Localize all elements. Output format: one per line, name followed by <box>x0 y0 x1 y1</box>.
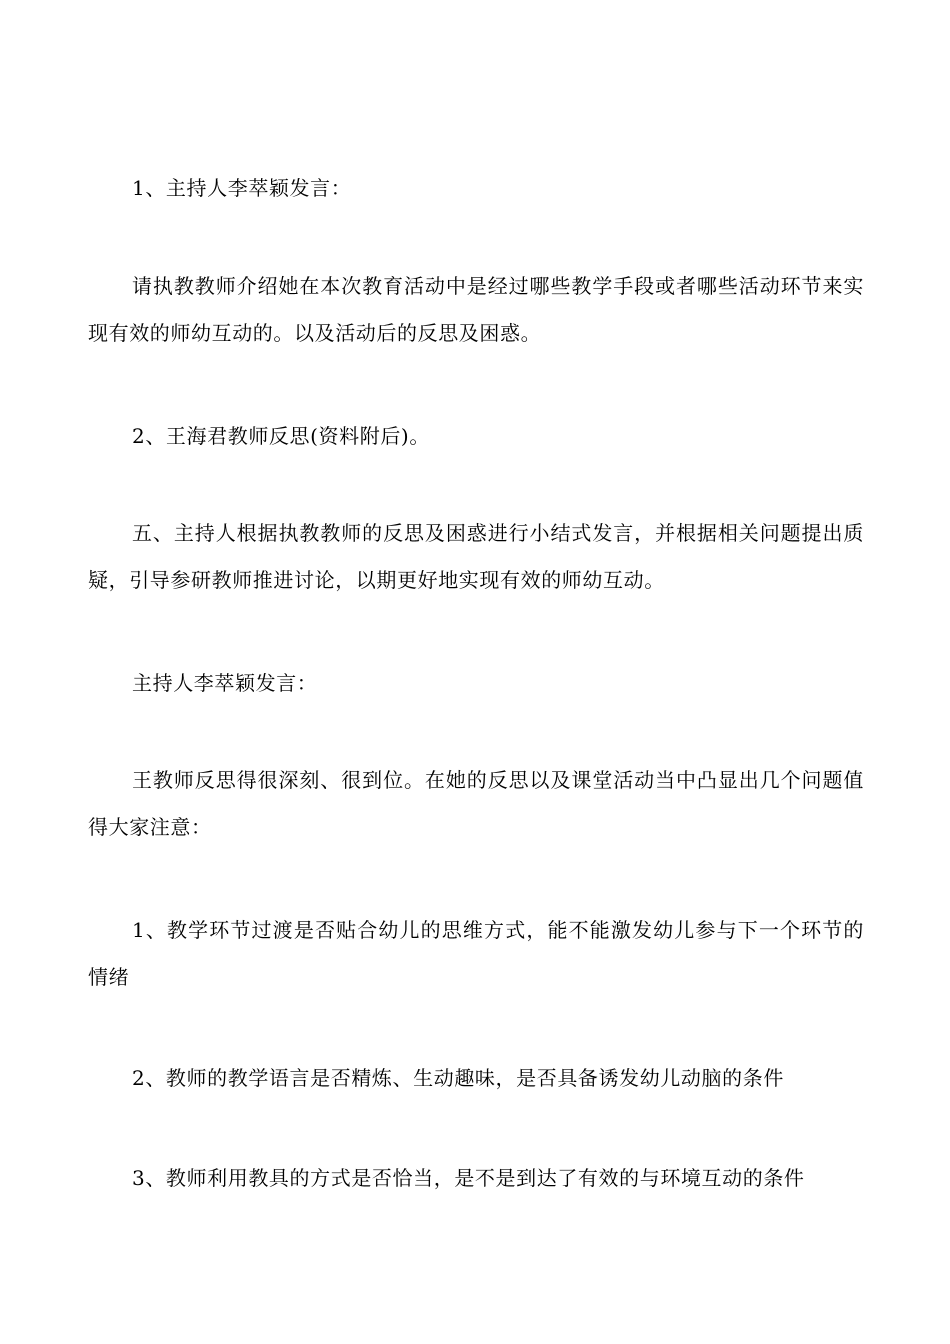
list-item-issue-1: 1、教学环节过渡是否贴合幼儿的思维方式，能不能激发幼儿参与下一个环节的情绪 <box>88 918 864 989</box>
paragraph-section-five: 五、主持人根据执教教师的反思及困惑进行小结式发言，并根据相关问题提出质疑，引导参研教师推进讨论，以期更好地实现有效的师幼互动。 <box>88 521 864 592</box>
paragraph-host-speech-2: 主持人李萃颖发言： <box>132 671 318 695</box>
paragraph-teacher-reflection: 2、王海君教师反思(资料附后)。 <box>132 424 430 448</box>
paragraph-host-comment: 王教师反思得很深刻、很到位。在她的反思以及课堂活动当中凸显出几个问题值得大家注意： <box>88 768 864 839</box>
paragraph-host-speech-1: 1、主持人李萃颖发言： <box>132 176 352 200</box>
list-item-issue-2: 2、教师的教学语言是否精炼、生动趣味，是否具备诱发幼儿动脑的条件 <box>132 1066 784 1090</box>
list-item-issue-3: 3、教师利用教具的方式是否恰当，是不是到达了有效的与环境互动的条件 <box>132 1166 805 1190</box>
paragraph-teacher-intro-request: 请执教教师介绍她在本次教育活动中是经过哪些教学手段或者哪些活动环节来实现有效的师幼互动的。以及活动后的反思及困惑。 <box>88 274 864 345</box>
